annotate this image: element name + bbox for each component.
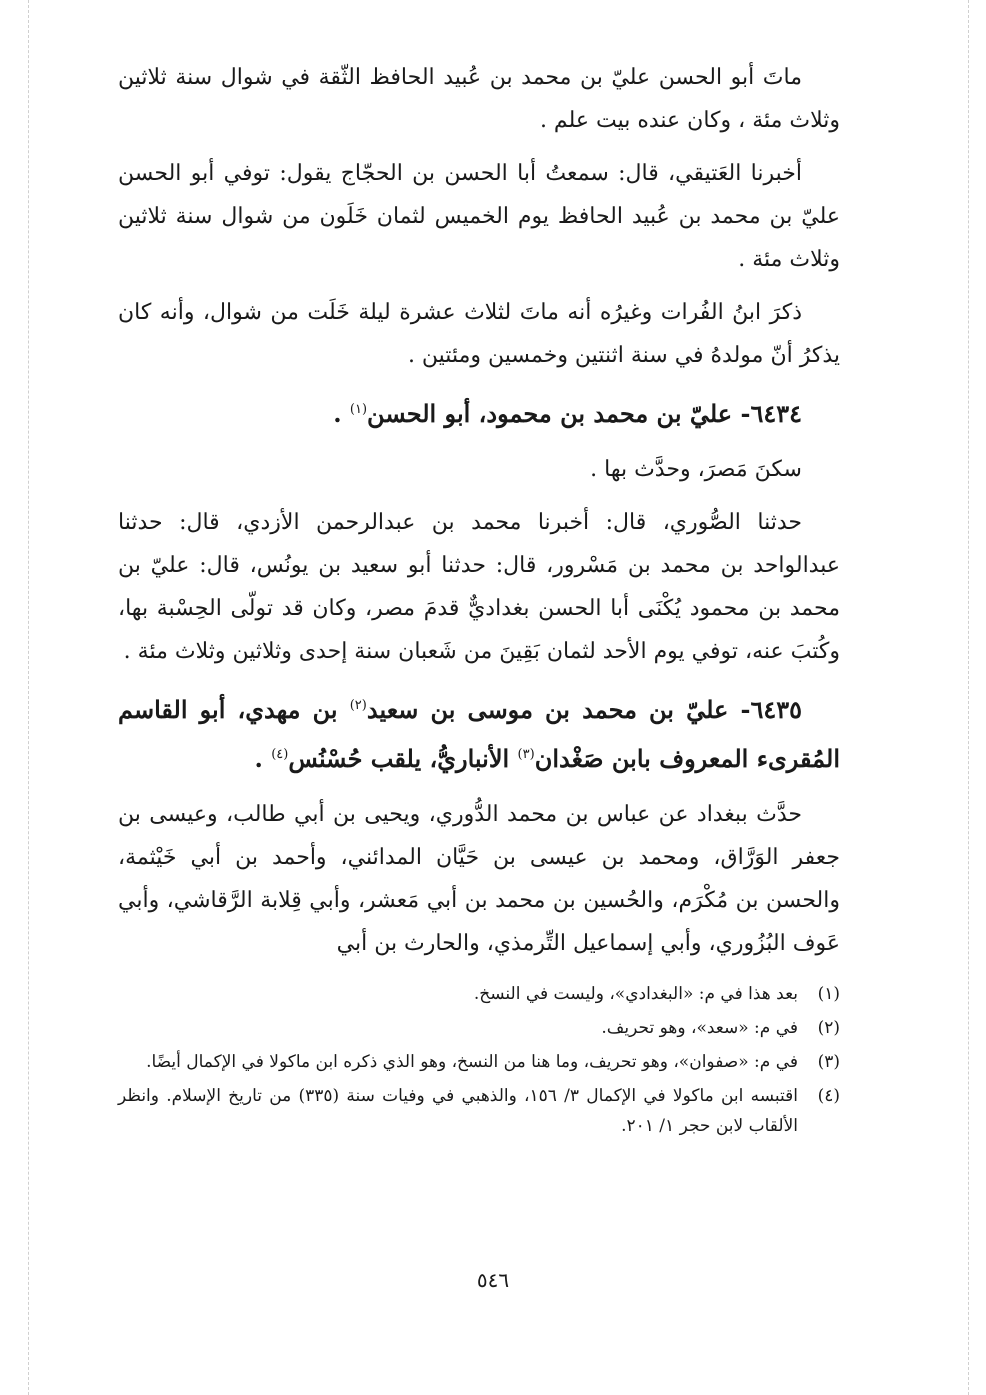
footnote-number: (٤) — [817, 1086, 840, 1106]
footnote — [118, 1047, 840, 1077]
scan-edge-left — [28, 0, 29, 1395]
footnote-ref: (٣) — [517, 747, 535, 762]
page-number: ٥٤٦ — [476, 1268, 510, 1292]
paragraph: أخبرنا العَتيقي، قال: سمعتُ أبا الحسن بن الحجّاج يقول: توفي أبو الحسن عليّ بن محمد بن عُبيد الحافظ يوم الخميس لثمان خَلَون من شوال سنة ثلاثين وثلاث مئة . — [118, 161, 840, 272]
entry-heading-text: الأنباريُّ، يلقب حُسْنُس — [288, 744, 518, 773]
footnote-number: (٣) — [817, 1052, 840, 1072]
paragraph: ذكرَ ابنُ الفُرات وغيرُه أنه ماتَ لثلاث عشرة ليلة خَلَت من شوال، وأنه كان يذكرُ أنّ مولدهُ في سنة اثنتين وخمسين ومئتين . — [118, 300, 840, 368]
footnote-text: اقتبسه ابن ماكولا في الإكمال ٣/ ١٥٦، والذهبي في وفيات سنة (٣٣٥) من تاريخ الإسلام. وانظر الألقاب لابن حجر ١/ ٢٠١. — [118, 1086, 799, 1136]
entry-heading-text: ٦٤٣٥- عليّ بن محمد بن موسى بن سعيد — [366, 695, 803, 724]
footnote-ref: (٤) — [271, 747, 289, 762]
entry-heading — [118, 683, 840, 781]
footnote — [118, 1013, 840, 1043]
entry-heading-text: بن مهدي، أبو القاسم المُقرىء المعروف بابن صَغْدان — [118, 695, 840, 773]
footnote-text: في م: «سعد»، وهو تحريف. — [601, 1018, 798, 1038]
scan-edge-right — [968, 0, 969, 1395]
paragraph: حدَّث ببغداد عن عباس بن محمد الدُّوري، ويحيى بن أبي طالب، وعيسى بن جعفر الوَرَّاق، ومحمد بن عيسى بن حَيَّان المدائني، وأحمد بن أبي خَيْثمة، والحسن بن مُكْرَم، والحُسين بن محمد بن أبي مَعشر، وأبي قِلابة الرَّقاشي، وأبي عَوف البُزُوري، وأبي إسماعيل التِّرمذي، والحارث بن أبي — [118, 802, 840, 956]
entry-heading — [118, 387, 840, 436]
footnote-number: (٢) — [817, 1018, 840, 1038]
footnote — [118, 979, 840, 1009]
page-body — [118, 56, 840, 1145]
footnote-ref: (٢) — [349, 698, 367, 713]
footnote-ref: (١) — [349, 402, 368, 417]
entry-heading-text: ٦٤٣٤- عليّ بن محمد بن محمود، أبو الحسن — [367, 399, 802, 428]
heading-end: . — [333, 399, 350, 428]
paragraph: سكنَ مَصرَ، وحدَّث بها . — [590, 457, 802, 482]
paragraph: ماتَ أبو الحسن عليّ بن محمد بن عُبيد الحافظ الثّقة في شوال سنة ثلاثين وثلاث مئة ، وكان عنده بيت علم . — [118, 65, 840, 133]
footnote-number: (١) — [817, 984, 840, 1004]
footnote-text: في م: «صفوان»، وهو تحريف، وما هنا من النسخ، وهو الذي ذكره ابن ماكولا في الإكمال أيضًا. — [146, 1052, 798, 1072]
paragraph: حدثنا الصُّوري، قال: أخبرنا محمد بن عبدالرحمن الأزدي، قال: حدثنا عبدالواحد بن محمد بن مَسْرور، قال: حدثنا أبو سعيد بن يونُس، قال: عليّ بن محمد بن محمود يُكْنَى أبا الحسن بغداديٌّ قدمَ مصر، وكان قد تولّى الحِسْبة بها، وكُتبَ عنه، توفي يوم الأحد لثمان بَقِينَ من شَعبان سنة إحدى وثلاثين وثلاث مئة . — [118, 510, 840, 664]
footnote — [118, 1081, 840, 1141]
footnote-text: بعد هذا في م: «البغدادي»، وليست في النسخ. — [473, 984, 798, 1004]
heading-end: . — [254, 744, 272, 773]
